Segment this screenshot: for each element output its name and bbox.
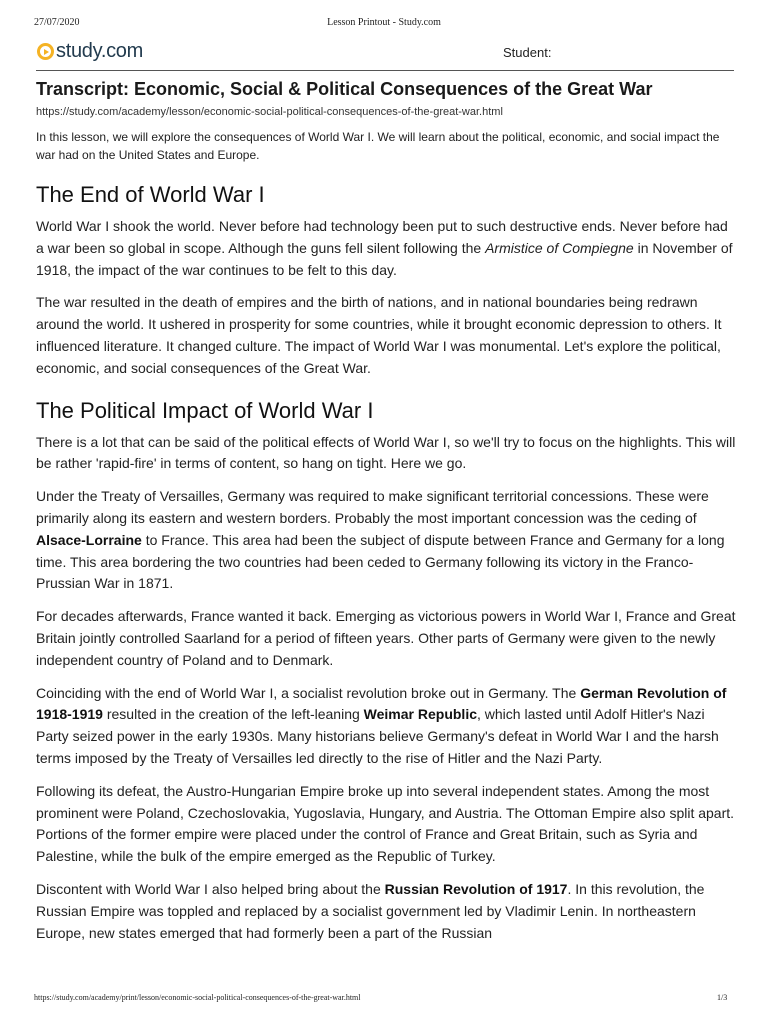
bold-term: Alsace-Lorraine <box>36 531 142 548</box>
print-title: Lesson Printout - Study.com <box>327 17 441 28</box>
emphasis-text: Armistice of Compiegne <box>485 239 634 256</box>
student-label: Student: <box>503 45 552 60</box>
paragraph: For decades afterwards, France wanted it back. Emerging as victorious powers in World War I, France and Great Britain jointly controlled Saarland for a period of fifteen years. Other parts of Germany were given to the newly independent country of Poland and to Denmark. <box>36 608 736 668</box>
print-footer-url: https://study.com/academy/print/lesson/economic-social-political-consequences-of-the-great-war.html <box>34 993 361 1002</box>
text-run: Coinciding with the end of World War I, a socialist revolution broke out in Germany. The <box>36 684 581 701</box>
text-run: Discontent with World War I also helped bring about the <box>36 880 385 897</box>
paragraph: Following its defeat, the Austro-Hungarian Empire broke up into several independent states. Among the most prominent were Poland, Czechoslovakia, Yugoslavia, Hungary, and Austria. The Ottoman Empire also split apart. Portions of the former empire were placed under the control of France and Great Britain, such as Syria and Palestine, while the bulk of the empire emerged as the Republic of Turkey. <box>36 782 735 865</box>
paragraph <box>36 216 736 281</box>
paragraph <box>36 683 736 770</box>
bold-term: Weimar Republic <box>363 706 477 723</box>
print-header <box>0 0 768 30</box>
paragraph: The war resulted in the death of empires and the birth of nations, and in national boundaries being redrawn around the world. It ushered in prosperity for some countries, while it brought economic depression to others. It influenced literature. It changed culture. The impact of World War I was monumental. Let's explore the political, economic, and social consequences of the Great War. <box>36 294 722 376</box>
text-run: to France. This area had been the subject of dispute between France and Germany for a long time. This area bordering the two countries had been ceded to Germany following its victory in the Franco-Prussian War in 1871. <box>36 531 725 592</box>
lesson-content <box>36 77 736 955</box>
header-divider <box>36 70 734 71</box>
text-run: in November of 1918, the impact of the war continues to be felt to this day. <box>36 239 733 278</box>
paragraph <box>36 486 736 595</box>
page-number: 1/3 <box>717 993 728 1002</box>
text-run: Under the Treaty of Versailles, Germany was required to make significant territorial concessions. These were primarily along its eastern and western borders. Probably the most important concession was the ceding of <box>36 488 709 526</box>
text-run: . In this revolution, the Russian Empire was toppled and replaced by a socialist government led by Vladimir Lenin. In northeastern Europe, new states emerged that had formerly been a part of the Russian <box>36 880 705 941</box>
lesson-url: https://study.com/academy/lesson/economic-social-political-consequences-of-the-great-war.html <box>36 106 503 118</box>
logo-text: study.com <box>56 40 143 62</box>
play-icon <box>37 43 54 60</box>
bold-term: German Revolution of 1918-1919 <box>36 684 727 723</box>
intro-text: In this lesson, we will explore the consequences of World War I. We will learn about the political, economic, and social impact the war had on the United States and Europe. <box>36 130 720 162</box>
section-heading-political-impact: The Political Impact of World War I <box>36 397 374 423</box>
paragraph <box>36 879 736 944</box>
text-run: , which lasted until Adolf Hitler's Nazi Party seized power in the early 1930s. Many historians believe Germany's defeat in World War I and the harsh terms imposed by the Treaty of Versailles led directly to the rise of Hitler and the Nazi Party. <box>36 706 719 766</box>
section-heading-end-of-war: The End of World War I <box>36 182 265 207</box>
bold-term: Russian Revolution of 1917 <box>384 880 568 897</box>
brand-row <box>37 40 734 68</box>
page-title: Transcript: Economic, Social & Political Consequences of the Great War <box>36 79 653 99</box>
text-run: resulted in the creation of the left-leaning <box>102 706 364 723</box>
text-run: World War I shook the world. Never before had technology been put to such destructive ends. Never before had a war been so global in scope. Although the guns fell silent following the <box>36 218 728 256</box>
print-date: 27/07/2020 <box>34 17 80 28</box>
paragraph: There is a lot that can be said of the political effects of World War I, so we'll try to focus on the highlights. This will be rather 'rapid-fire' in terms of content, so hang on tight. Here we go. <box>36 433 736 472</box>
study-logo[interactable] <box>37 40 143 63</box>
